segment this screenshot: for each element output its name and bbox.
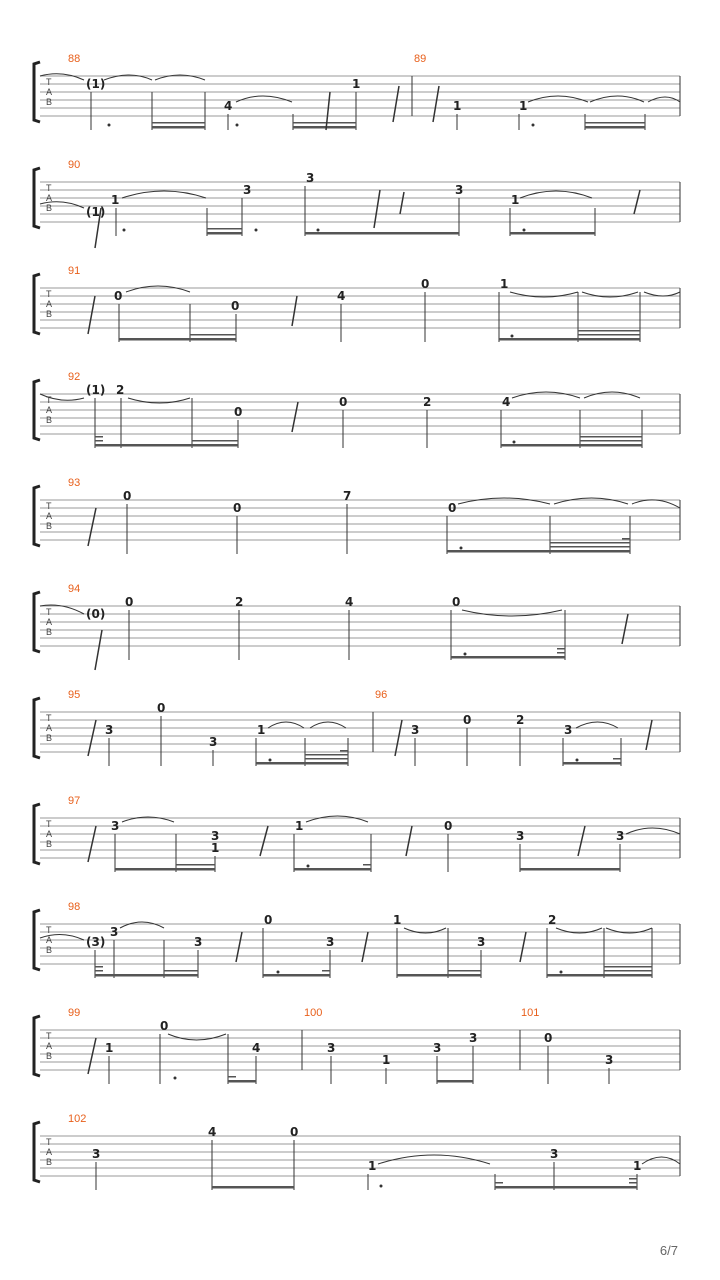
fret-number: 3 [326,935,335,949]
fret-number: 2 [423,395,432,409]
tab-clef-b: B [46,733,53,743]
fret-number: 3 [411,723,420,737]
fret-number: 3 [211,829,220,843]
dots [307,865,310,868]
tab-system-7 [34,689,680,766]
tab-clef-a: A [46,299,53,309]
dots [511,335,514,338]
fret-number: 3 [111,819,120,833]
fret-number: 3 [477,935,486,949]
measure-number: 101 [521,1007,540,1019]
rests [88,826,585,862]
fret-number: 2 [235,595,244,609]
system-bracket [34,698,40,758]
dots [464,653,467,656]
dots [174,1077,177,1080]
tab-clef-t: T [46,77,52,87]
fret-number: 0 [339,395,348,409]
staff-lines [40,712,680,752]
rests [292,402,298,432]
fret-number: 0 [290,1125,299,1139]
tab-system-6 [34,583,680,670]
ties [168,1034,226,1040]
system-bracket [34,804,40,864]
fret-number: 2 [516,713,525,727]
staff-lines [40,924,680,964]
tab-clef-b: B [46,203,53,213]
measure-number: 93 [68,477,81,489]
fret-number: 1 [368,1159,377,1173]
staff-lines [40,1136,680,1176]
tab-clef-a: A [46,723,53,733]
fret-number: 0 [160,1019,169,1033]
fret-number: 2 [548,913,557,927]
tab-clef-t: T [46,501,52,511]
fret-number: 0 [452,595,461,609]
stems [95,398,642,448]
measure-number: 98 [68,901,81,913]
fret-number: (1) [86,205,106,219]
staff-lines [40,500,680,540]
stems [109,716,621,766]
beams [207,228,595,235]
tab-clef-a: A [46,1147,53,1157]
beams [152,122,645,129]
tab-system-4 [34,371,680,448]
fret-number: 3 [550,1147,559,1161]
fret-number: 4 [345,595,354,609]
fret-number: 3 [455,183,464,197]
fret-number: (3) [86,935,106,949]
fret-number: 1 [633,1159,642,1173]
fret-number: 1 [295,819,304,833]
staff-lines [40,1030,680,1070]
dots [380,1185,383,1188]
tab-clef-b: B [46,309,53,319]
fret-number: 3 [92,1147,101,1161]
tab-clef-b: B [46,521,53,531]
tab-clef-b: B [46,97,53,107]
fret-number: 0 [448,501,457,515]
tab-clef-a: A [46,87,53,97]
tab-clef-t: T [46,819,52,829]
tab-clef-a: A [46,193,53,203]
beams [212,1178,637,1189]
system-bracket [34,1016,40,1076]
fret-number: 0 [544,1031,553,1045]
dots [123,229,526,232]
fret-number: 3 [243,183,252,197]
fret-number: 3 [469,1031,478,1045]
measure-number: 94 [68,583,81,595]
tab-clef-t: T [46,289,52,299]
tab-system-9 [34,901,680,978]
fret-number: 0 [123,489,132,503]
fret-number: 1 [500,277,509,291]
fret-number: 0 [157,701,166,715]
rests [95,190,640,248]
fret-number: 1 [257,723,266,737]
measure-number: 91 [68,265,81,277]
fret-number: 1 [211,841,220,855]
staff-lines [40,606,680,646]
tab-clef-a: A [46,405,53,415]
fret-number: 3 [433,1041,442,1055]
fret-number: 3 [616,829,625,843]
system-bracket [34,380,40,440]
fret-number: (0) [86,607,106,621]
fret-number: 0 [231,299,240,313]
fret-number: 4 [502,395,511,409]
tab-clef-a: A [46,511,53,521]
fret-number: 0 [444,819,453,833]
fret-number: 1 [105,1041,114,1055]
measure-number: 99 [68,1007,81,1019]
measure-number: 90 [68,159,81,171]
tab-clef-a: A [46,829,53,839]
fret-number: 0 [114,289,123,303]
rests [88,1038,96,1074]
tab-clef-b: B [46,1157,53,1167]
fret-number: 1 [382,1053,391,1067]
staff-lines [40,182,680,222]
tab-clef-a: A [46,935,53,945]
measure-number: 96 [375,689,388,701]
fret-number: 3 [105,723,114,737]
beams [115,864,620,871]
fret-number: 4 [208,1125,217,1139]
stems [129,610,565,660]
fret-number: 3 [605,1053,614,1067]
measure-number: 97 [68,795,81,807]
system-bracket [34,168,40,228]
fret-number: 4 [224,99,233,113]
fret-number: 0 [234,405,243,419]
fret-number: (1) [86,77,106,91]
measure-number: 100 [304,1007,323,1019]
fret-number: 3 [209,735,218,749]
stems [91,92,645,130]
dots [460,547,463,550]
fret-number: 1 [111,193,120,207]
fret-number: 4 [252,1041,261,1055]
tab-clef-a: A [46,617,53,627]
fret-number: 1 [511,193,520,207]
system-bracket [34,274,40,334]
tab-clef-t: T [46,925,52,935]
system-bracket [34,910,40,970]
tab-system-5 [34,477,680,554]
fret-number: 7 [343,489,352,503]
fret-number: 3 [564,723,573,737]
beams [451,648,565,659]
fret-number: 1 [453,99,462,113]
tab-system-2 [34,159,680,248]
tab-clef-b: B [46,839,53,849]
tab-clef-t: T [46,713,52,723]
measure-number: 88 [68,53,81,65]
measure-number: 92 [68,371,81,383]
fret-number: 1 [519,99,528,113]
stems [109,1034,609,1084]
fret-number: 0 [125,595,134,609]
ties [40,922,652,940]
stems [115,834,620,872]
dots [513,441,516,444]
fret-number: 0 [421,277,430,291]
measure-number: 102 [68,1113,87,1125]
staff-lines [40,818,680,858]
dots [277,971,563,974]
system-bracket [34,62,40,122]
tab-clef-t: T [46,1137,52,1147]
fret-number: 0 [463,713,472,727]
beams [228,1076,473,1083]
fret-number: (1) [86,383,106,397]
page-number: 6/7 [659,1243,678,1258]
fret-number: 0 [264,913,273,927]
tab-system-11 [34,1113,680,1190]
fret-number: 1 [352,77,361,91]
measure-number: 89 [414,53,427,65]
fret-number: 3 [516,829,525,843]
fret-number: 3 [327,1041,336,1055]
measure-number: 95 [68,689,81,701]
tab-clef-t: T [46,395,52,405]
beams [119,330,640,341]
fret-number: 3 [110,925,119,939]
ties [40,191,592,208]
tab-system-3 [34,265,680,342]
fret-number: 2 [116,383,125,397]
system-bracket [34,1122,40,1182]
system-bracket [34,592,40,652]
tab-system-1 [34,53,680,130]
tab-clef-b: B [46,415,53,425]
fret-number: 3 [194,935,203,949]
tab-clef-b: B [46,627,53,637]
tab-system-10 [34,1007,680,1084]
tab-clef-t: T [46,183,52,193]
system-bracket [34,486,40,546]
tab-clef-b: B [46,945,53,955]
fret-number: 0 [233,501,242,515]
tab-clef-t: T [46,607,52,617]
tab-clef-t: T [46,1031,52,1041]
ties [122,816,680,834]
beams [95,436,642,447]
staff-lines [40,288,680,328]
fret-number: 3 [306,171,315,185]
tab-clef-b: B [46,1051,53,1061]
fret-number: 1 [393,913,402,927]
fret-number: 4 [337,289,346,303]
beams [95,966,652,977]
tab-system-8 [34,795,680,872]
tab-clef-a: A [46,1041,53,1051]
